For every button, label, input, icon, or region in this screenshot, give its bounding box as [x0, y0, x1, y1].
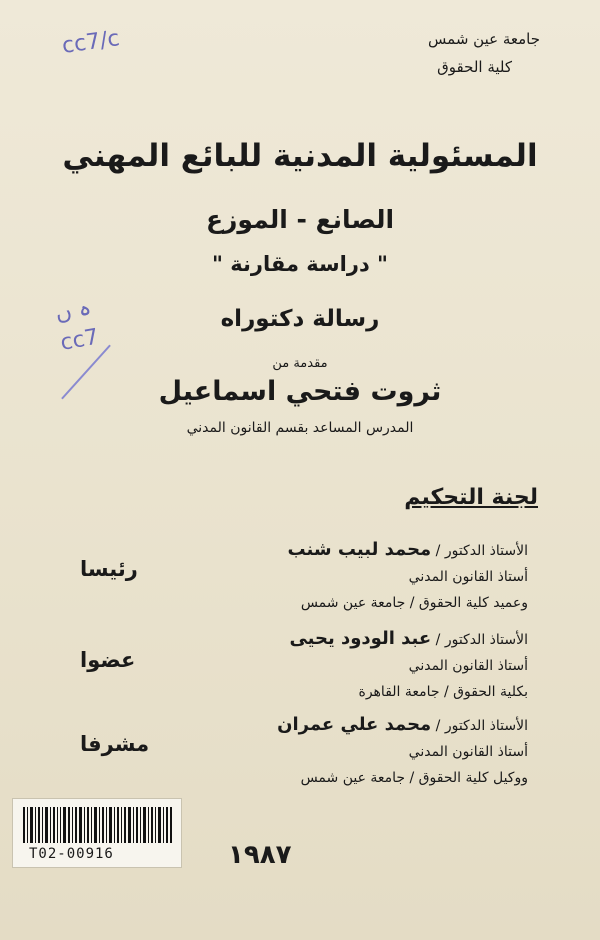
committee-member: [188, 626, 528, 705]
member-name: عبد الودود يحيى: [289, 628, 432, 649]
university-name: جامعة عين شمس: [428, 30, 540, 48]
handwritten-note-top: cc7/c: [60, 26, 122, 59]
thesis-subtitle: الصانع - الموزع: [205, 205, 395, 234]
thesis-label: رسالة دكتوراه: [220, 306, 380, 332]
member-affiliation: ووكيل كلية الحقوق / جامعة عين شمس: [300, 770, 528, 786]
author-name: ثروت فتحي اسماعيل: [158, 376, 442, 407]
member-title: أستاذ القانون المدني: [408, 569, 528, 585]
committee-title: لجنة التحكيم: [404, 485, 538, 510]
member-prefix: الأستاذ الدكتور /: [435, 718, 528, 734]
member-prefix: الأستاذ الدكتور /: [435, 543, 528, 559]
thesis-title: المسئولية المدنية للبائع المهني: [62, 138, 538, 174]
barcode-label: [12, 798, 182, 868]
member-title: أستاذ القانون المدني: [408, 658, 528, 674]
member-affiliation: وعميد كلية الحقوق / جامعة عين شمس: [300, 595, 528, 611]
member-prefix: الأستاذ الدكتور /: [435, 632, 528, 648]
member-role: مشرفا: [80, 732, 150, 756]
publication-year: ١٩٨٧: [228, 840, 292, 870]
member-affiliation: بكلية الحقوق / جامعة القاهرة: [358, 684, 528, 700]
member-role: رئيسا: [80, 557, 138, 581]
committee-member: [188, 712, 528, 791]
barcode-number: T02-00916: [29, 846, 114, 862]
member-role: عضوا: [80, 648, 136, 672]
author-position: المدرس المساعد بقسم القانون المدني: [186, 420, 414, 436]
committee-member: [188, 537, 528, 616]
member-name: محمد لبيب شنب: [287, 539, 432, 560]
presented-by: مقدمة من: [272, 356, 328, 371]
barcode-icon: [21, 807, 173, 843]
handwritten-note-side: ہ ں cc7: [53, 295, 101, 356]
member-name: محمد علي عمران: [277, 714, 432, 735]
study-type: " دراسة مقارنة ": [212, 252, 388, 276]
member-title: أستاذ القانون المدني: [408, 744, 528, 760]
faculty-name: كلية الحقوق: [437, 58, 512, 76]
